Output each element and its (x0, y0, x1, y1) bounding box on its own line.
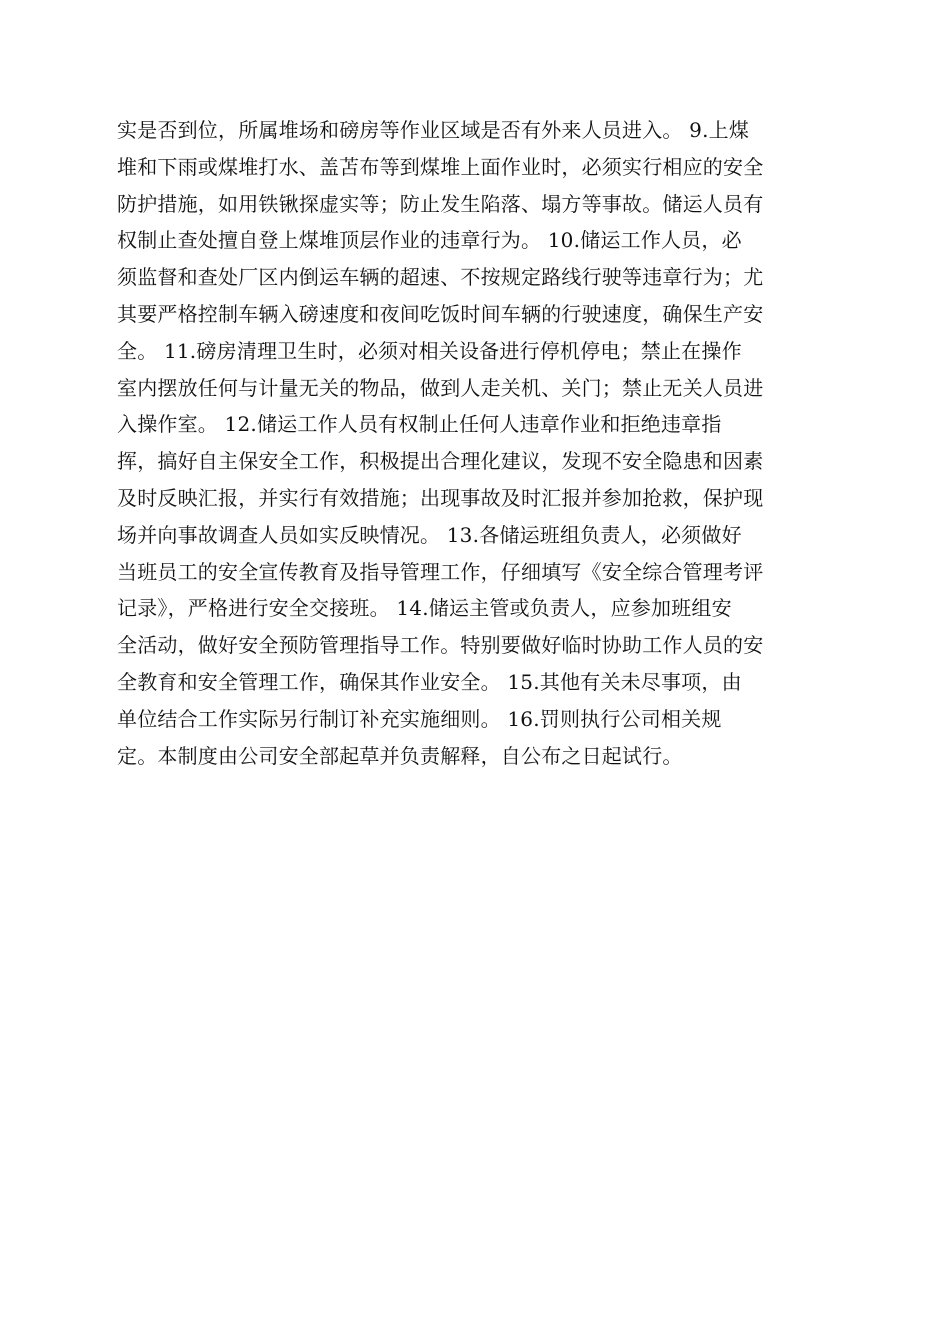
text-line: 防护措施，如用铁锹探虚实等；防止发生陷落、塌方等事故。储运人员有 (117, 191, 764, 216)
text-line: 全。 11.磅房清理卫生时，必须对相关设备进行停机停电；禁止在操作 (117, 338, 742, 363)
text-line: 单位结合工作实际另行制订补充实施细则。 16.罚则执行公司相关规 (117, 706, 722, 731)
body-text (117, 112, 837, 774)
text-line: 实是否到位，所属堆场和磅房等作业区域是否有外来人员进入。 9.上煤 (117, 118, 750, 142)
text-line: 入操作室。 12.储运工作人员有权制止任何人违章作业和拒绝违章指 (117, 412, 722, 437)
text-line: 及时反映汇报，并实行有效措施；出现事故及时汇报并参加抢救，保护现 (117, 485, 764, 510)
text-line: 当班员工的安全宣传教育及指导管理工作，仔细填写《安全综合管理考评 (117, 559, 764, 584)
text-line: 全教育和安全管理工作，确保其作业安全。 15.其他有关未尽事项，由 (117, 669, 742, 694)
text-line: 堆和下雨或煤堆打水、盖苫布等到煤堆上面作业时，必须实行相应的安全 (117, 154, 764, 179)
text-line: 定。本制度由公司安全部起草并负责解释，自公布之日起试行。 (117, 743, 683, 768)
text-line: 须监督和查处厂区内倒运车辆的超速、不按规定路线行驶等违章行为；尤 (117, 265, 764, 290)
text-line: 全活动，做好安全预防管理指导工作。特别要做好临时协助工作人员的安 (117, 633, 764, 658)
text-line: 场并向事故调查人员如实反映情况。 13.各储运班组负责人，必须做好 (117, 522, 742, 547)
text-line: 挥，搞好自主保安全工作，积极提出合理化建议，发现不安全隐患和因素 (117, 449, 764, 474)
text-line: 其要严格控制车辆入磅速度和夜间吃饭时间车辆的行驶速度，确保生产安 (117, 301, 764, 326)
text-line: 权制止查处擅自登上煤堆顶层作业的违章行为。 10.储运工作人员，必 (117, 228, 742, 253)
text-line: 记录》，严格进行安全交接班。 14.储运主管或负责人，应参加班组安 (117, 596, 732, 621)
text-line: 室内摆放任何与计量无关的物品，做到人走关机、关门；禁止无关人员进 (117, 375, 764, 400)
